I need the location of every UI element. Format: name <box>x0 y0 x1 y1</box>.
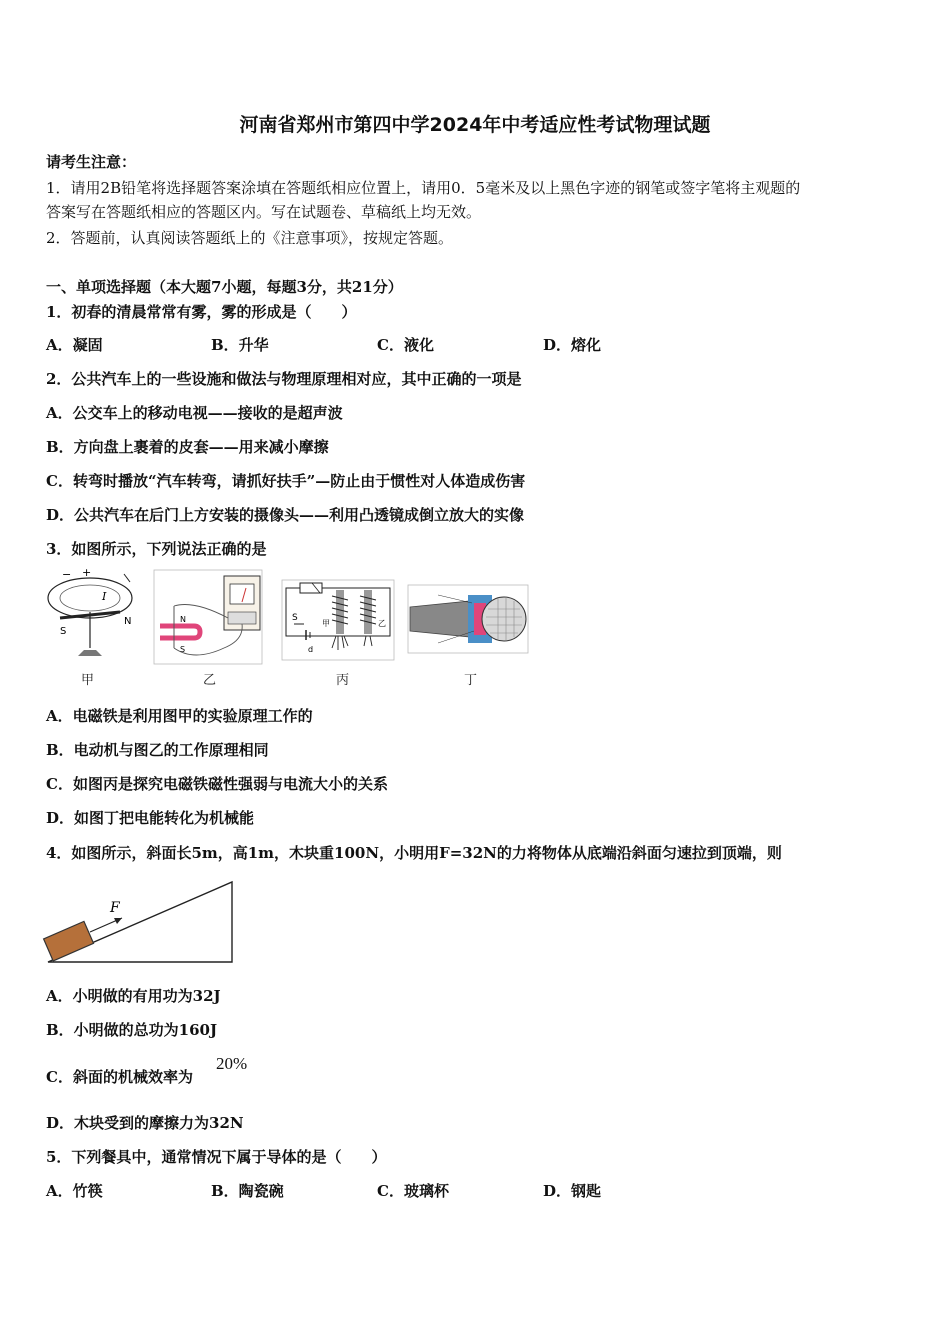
q1-option-b: B．升华 <box>211 336 269 354</box>
incline-figure <box>44 880 236 964</box>
q5-option-a: A．竹筷 <box>46 1182 103 1200</box>
figure-bing <box>282 580 394 660</box>
figure-caption-jia: 甲 <box>81 673 95 688</box>
jia-s-label: S <box>60 626 67 637</box>
q5-option-c: C．玻璃杯 <box>377 1182 449 1200</box>
q1-option-d: D．熔化 <box>543 336 602 354</box>
q4-option-c: C．斜面的机械效率为 <box>46 1068 193 1086</box>
bing-s-label: S <box>292 613 298 623</box>
bing-jia-label: 甲 <box>322 619 330 628</box>
figure-caption-bing: 丙 <box>336 673 350 688</box>
yi-n-label: N <box>180 615 186 624</box>
jia-current-label: I <box>102 590 107 603</box>
notice-item-1a: 1．请用2B铅笔将选择题答案涂填在答题纸相应位置上，请用0．5毫米及以上黑色字迹的钢笔或签字笔将主观题的 <box>46 179 801 197</box>
q2-option-c: C．转弯时播放“汽车转弯，请抓好扶手”—防止由于惯性对人体造成伤害 <box>46 472 526 490</box>
q1-option-a: A．凝固 <box>46 336 103 354</box>
figure-yi <box>154 570 262 664</box>
q5-option-d: D．钢匙 <box>543 1182 602 1200</box>
q2-option-d: D．公共汽车在后门上方安装的摄像头——利用凸透镜成倒立放大的实像 <box>46 506 525 524</box>
notice-item-1b: 答案写在答题纸相应的答题区内。写在试题卷、草稿纸上均无效。 <box>46 203 482 221</box>
efficiency-value: 20% <box>216 1054 248 1073</box>
q4-option-a: A．小明做的有用功为32J <box>46 987 221 1005</box>
q3-option-b: B．电动机与图乙的工作原理相同 <box>46 741 269 759</box>
jia-minus-label: − <box>62 568 72 581</box>
jia-n-label: N <box>124 616 132 627</box>
notice-heading: 请考生注意： <box>46 153 137 171</box>
q1-option-c: C．液化 <box>377 336 434 354</box>
bing-yi-label: 乙 <box>378 619 386 628</box>
q5-stem: 5．下列餐具中，通常情况下属于导体的是（ ） <box>46 1148 387 1166</box>
notice-item-2: 2．答题前，认真阅读答题纸上的《注意事项》，按规定答题。 <box>46 229 454 247</box>
force-label: F <box>110 900 120 916</box>
q4-option-b: B．小明做的总功为160J <box>46 1021 218 1039</box>
jia-plus-label: + <box>82 566 92 579</box>
q4-stem: 4．如图所示，斜面长5m，高1m，木块重100N，小明用F=32N的力将物体从底端沿斜面匀速拉到顶端，则 <box>46 844 782 862</box>
page-title: 河南省郑州市第四中学2024年中考适应性考试物理试题 <box>239 114 711 136</box>
q2-option-b: B．方向盘上裹着的皮套——用来减小摩擦 <box>46 438 329 456</box>
figure-ding <box>408 585 528 653</box>
q2-option-a: A．公交车上的移动电视——接收的是超声波 <box>46 404 343 422</box>
q2-stem: 2．公共汽车上的一些设施和做法与物理原理相对应，其中正确的一项是 <box>46 370 522 388</box>
figure-jia <box>44 568 136 662</box>
yi-s-label: S <box>180 645 186 654</box>
q3-stem: 3．如图所示，下列说法正确的是 <box>46 540 267 558</box>
section-heading: 一、单项选择题（本大题7小题，每题3分，共21分） <box>46 278 403 296</box>
q5-option-b: B．陶瓷碗 <box>211 1182 284 1200</box>
figure-caption-yi: 乙 <box>203 673 217 688</box>
q3-option-c: C．如图丙是探究电磁铁磁性强弱与电流大小的关系 <box>46 775 388 793</box>
q3-option-a: A．电磁铁是利用图甲的实验原理工作的 <box>46 707 313 725</box>
q1-stem: 1．初春的清晨常常有雾，雾的形成是（ ） <box>46 303 357 321</box>
figure-caption-ding: 丁 <box>464 673 478 688</box>
q4-option-d: D．木块受到的摩擦力为32N <box>46 1114 244 1132</box>
q3-option-d: D．如图丁把电能转化为机械能 <box>46 809 255 827</box>
bing-d-label: d <box>308 645 314 654</box>
